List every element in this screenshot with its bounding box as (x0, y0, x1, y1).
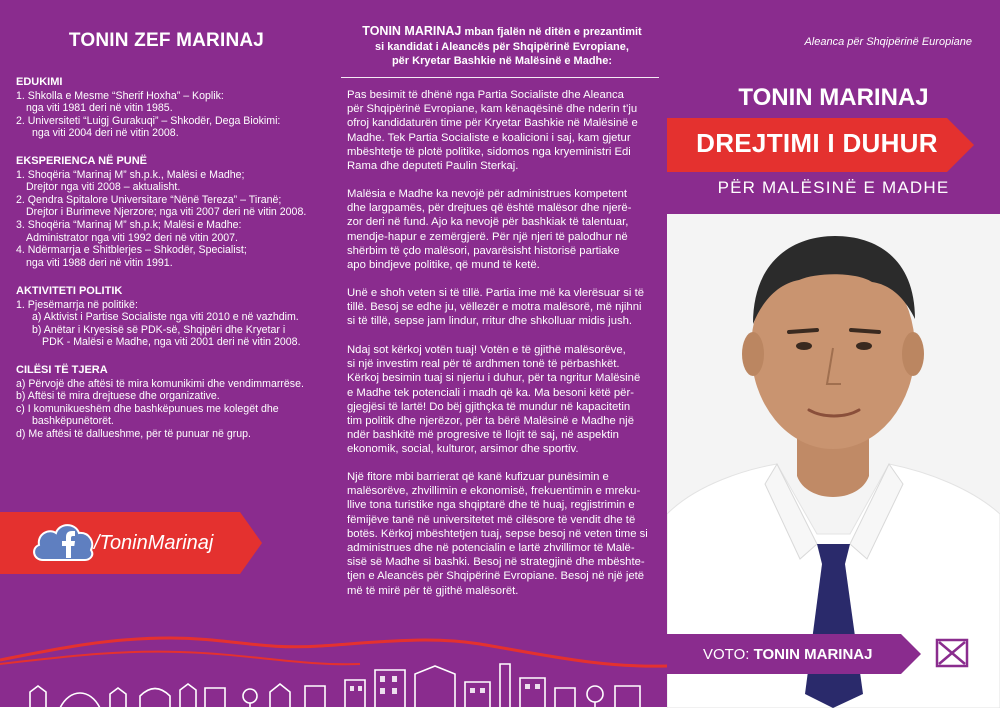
qualities-line: c) I komunikueshëm dhe bashkëpunues me kolegët dhe (16, 402, 279, 415)
candidate-photo (667, 214, 1000, 708)
candidate-name: TONIN MARINAJ (738, 84, 929, 111)
paragraph-line: zor deri në fund. Ajo ka nevojë për bashkiak të talentuar, (347, 216, 629, 229)
divider (341, 77, 659, 78)
experience-line: Drejtor nga viti 2008 – aktualisht. (26, 181, 181, 194)
speech-paragraph-5 (347, 470, 667, 598)
experience-line: nga viti 1988 deri në vitin 1991. (26, 256, 173, 269)
intro-line-3: për Kryetar Bashkie në Malësinë e Madhe: (391, 55, 613, 67)
paragraph-line: administrues dhe në potencialin e lartë zhvillimor të Malë- (347, 542, 635, 555)
experience-section (16, 155, 321, 269)
paragraph-line: ndër bashkitë më progresive të llojit të saj, në aspektin (347, 429, 619, 442)
paragraph-line: dhe largpamës, për drejtues që është malësor dhe njerë- (347, 202, 632, 215)
education-line: 1. Shkolla e Mesme “Sherif Hoxha” – Koplik: (16, 89, 224, 102)
paragraph-line: Rama dhe deputeti Paulin Sterkaj. (347, 160, 519, 173)
paragraph-line: si një investim real për të ardhmen tonë të përbashkët. (347, 358, 620, 371)
paragraph-line: shërbim të çdo malësori, pavarësisht historisë partiake (347, 244, 620, 257)
experience-line: 1. Shoqëria “Marinaj M” sh.p.k., Malësi e Madhe; (16, 168, 245, 181)
qualities-line: b) Aftësi të mira drejtuese dhe organizative. (16, 390, 220, 403)
experience-line: Administrator nga viti 1992 deri në vitin 2007. (26, 231, 238, 244)
paragraph-line: Madhe. Tek Partia Socialiste e koalicioni i saj, kam gjetur (347, 131, 631, 144)
middle-panel (333, 0, 667, 708)
vote-prefix: VOTO: (703, 646, 750, 663)
candidate-full-name: TONIN ZEF MARINAJ (68, 30, 265, 51)
paragraph-line: Ndaj sot kërkoj votën tuaj! Votën e të gjithë malësorëve, (347, 344, 626, 356)
political-line: b) Anëtar i Kryesisë së PDK-së, Shqipëri dhe Kryetar i (32, 323, 286, 336)
paragraph-line: sisë së Madhe si bashki. Besoj në strategjinë dhe mbështe- (347, 556, 645, 569)
paragraph-line: mbështetje të plotë politike, sidomos nga kryeministri Edi (347, 145, 631, 158)
speech-paragraph-3 (347, 286, 667, 329)
paragraph-line: e Madhe tek potenciali i madh që ka. Ma besoni këtë për- (347, 386, 634, 399)
paragraph-line: tim politik dhe njerëzor, për ta bërë Malësinë e Madhe një (347, 415, 634, 428)
speech-intro (341, 24, 663, 69)
paragraph-line: tjen e Aleancës për Shqipërinë Evropiane. Besoj në një jetë (347, 570, 645, 583)
paragraph-line: si të tillë, sepse jam lindur, rritur dhe shkolluar midis jush. (347, 315, 633, 328)
education-line: 2. Universiteti “Luigj Gurakuqi” – Shkodër, Dega Biokimi: (16, 114, 281, 127)
experience-heading: EKSPERIENCA NË PUNË (16, 155, 148, 167)
paragraph-line: Kërkoj besimin tuaj si njeriu i duhur, për ta ngritur Malësinë (347, 372, 641, 385)
paragraph-line: Pas besimit të dhënë nga Partia Socialiste dhe Aleanca (347, 89, 624, 101)
ballot-cross-icon (935, 638, 969, 668)
experience-line: 4. Ndërmarrja e Shitblerjes – Shkodër, Specialist; (16, 244, 247, 257)
paragraph-line: Një fitore mbi barrierat që kanë kufizuar punësimin e (347, 471, 609, 483)
education-line: nga viti 1981 deri në vitin 1985. (26, 102, 173, 115)
paragraph-line: fëmijëve tanë në universitetet më cilësore të vendit dhe të (347, 513, 636, 526)
speech-paragraph-2 (347, 187, 667, 272)
speech-paragraph-4 (347, 343, 667, 457)
qualities-heading: CILËSI TË TJERA (16, 364, 108, 376)
intro-line-1: mban fjalën në ditën e prezantimit (461, 26, 642, 38)
experience-line: 3. Shoqëria “Marinaj M” sh.p.k; Malësi e Madhe: (16, 218, 242, 231)
slogan: DREJTIMI I DUHUR (696, 128, 938, 158)
right-panel (667, 0, 1000, 708)
political-section (16, 285, 321, 349)
qualities-line: a) Përvojë dhe aftësi të mira komunikimi dhe vendimmarrëse. (16, 377, 304, 390)
experience-line: 2. Qendra Spitalore Universitare “Nënë Tereza” – Tiranë; (16, 193, 282, 206)
intro-name: TONIN MARINAJ (362, 24, 462, 38)
intro-line-2: si kandidat i Aleancës për Shqipërinë Evropiane, (375, 40, 629, 53)
paragraph-line: ekonomik, social, kulturor, arsimor dhe sportiv. (347, 443, 579, 456)
paragraph-line: malësorëve, zhvillimin e ekonomisë, frekuentimin e mreku- (347, 485, 641, 498)
qualities-line: bashkëpunëtorët. (32, 415, 114, 428)
paragraph-line: gjegjësi të lartë! Do bëj gjithçka të mundur në kapacitetin (347, 400, 631, 413)
political-line: a) Aktivist i Partise Socialiste nga viti 2010 e në vazhdim. (32, 311, 299, 324)
vote-callout (703, 646, 872, 663)
qualities-line: d) Me aftësi të dallueshme, për të punuar në grup. (16, 427, 251, 440)
speech-paragraph-1 (347, 88, 667, 173)
paragraph-line: për Shqipërinë Evropiane, kam kënaqësinë dhe nderin t’ju (347, 103, 638, 116)
education-line: nga viti 2004 deri në vitin 2008. (32, 127, 179, 140)
political-line: 1. Pjesëmarrja në politikë: (16, 298, 138, 311)
facebook-cloud-icon[interactable] (31, 520, 95, 562)
paragraph-line: Unë e shoh veten si të tillë. Partia ime më ka vlerësuar si të (347, 287, 644, 299)
paragraph-line: tillë. Besoj se edhe ju, vëllezër e motra malësorë, më njihni (347, 301, 642, 314)
vote-name: TONIN MARINAJ (753, 646, 873, 663)
paragraph-line: ofroj kandidaturën time për Kryetar Bashkie në Malësinë e (347, 117, 638, 130)
political-heading: AKTIVITETI POLITIK (16, 285, 123, 297)
qualities-section (16, 364, 321, 441)
paragraph-line: botës. Kërkoj mbështetjen tuaj, sepse besoj në veten time si (347, 527, 648, 540)
facebook-handle[interactable]: /ToninMarinaj (94, 532, 214, 554)
education-heading: EDUKIMI (16, 76, 63, 88)
political-line: PDK - Malësi e Madhe, nga viti 2001 deri në vitin 2008. (42, 336, 301, 349)
paragraph-line: llive tona turistike nga shqiptarë dhe të huaj, regjistrimin e (347, 499, 635, 512)
paragraph-line: apo bindjeve politike, që mund të ketë. (347, 259, 540, 272)
paragraph-line: Malësia e Madhe ka nevojë për administrues kompetent (347, 188, 628, 200)
subslogan: PËR MALËSINË E MADHE (717, 178, 950, 197)
paragraph-line: mendje-hapur e zemërgjerë. Për një njeri të palodhur në (347, 230, 628, 243)
party-name: Aleanca për Shqipërinë Europiane (804, 36, 972, 48)
paragraph-line: më të mirë për të gjithë malësorët. (347, 584, 519, 597)
education-section (16, 76, 321, 140)
left-panel (0, 0, 333, 708)
experience-line: Drejtor i Burimeve Njerzore; nga viti 2007 deri në vitin 2008. (26, 206, 307, 219)
